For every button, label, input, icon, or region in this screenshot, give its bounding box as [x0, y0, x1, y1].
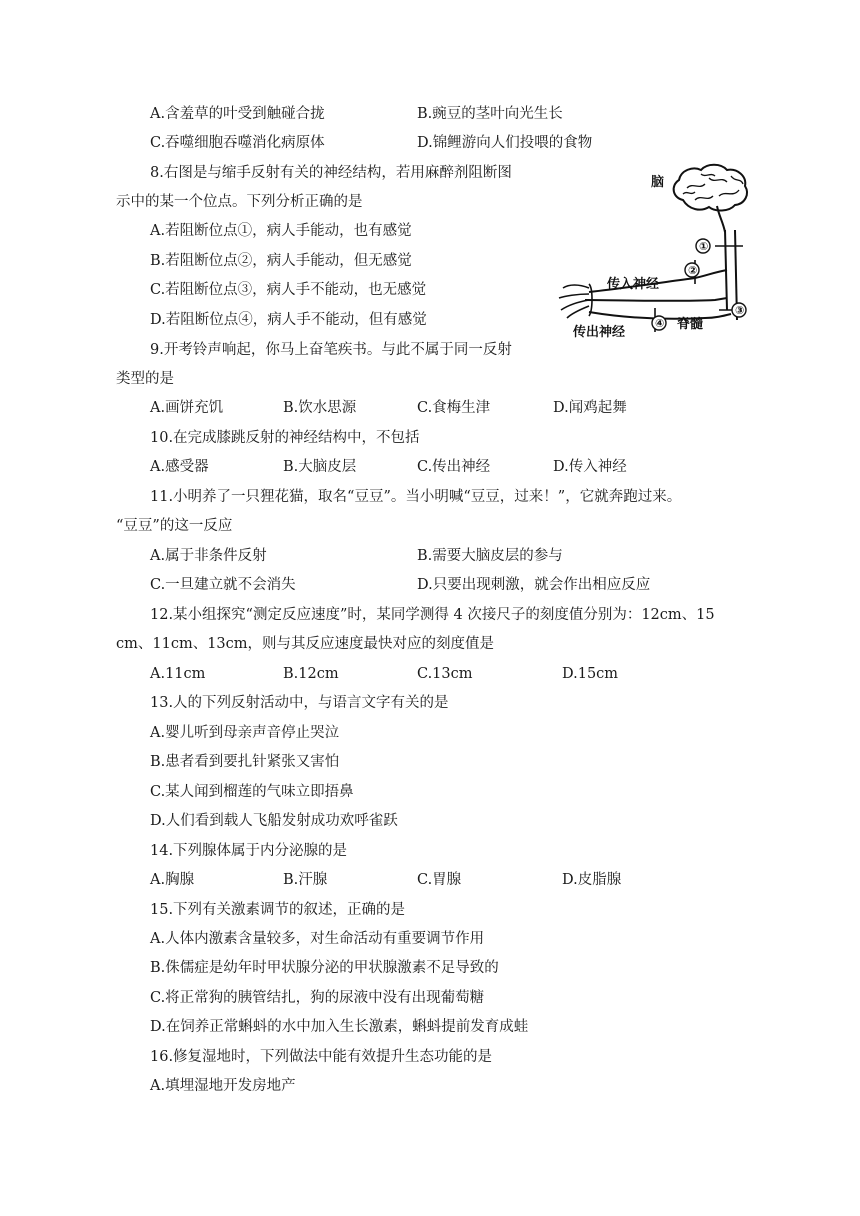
q15-option-a: A.人体内激素含量较多，对生命活动有重要调节作用 — [150, 931, 485, 947]
point-2-label: ② — [688, 264, 698, 277]
q14-option-b: B.汗腺 — [283, 872, 328, 888]
q15-option-c: C.将正常狗的胰管结扎，狗的尿液中没有出现葡萄糖 — [150, 990, 485, 1006]
q11-stem-line1: 11.小明养了一只狸花猫，取名“豆豆”。当小明喊“豆豆，过来！”，它就奔跑过来。 — [150, 489, 682, 505]
q8-option-d: D.若阻断位点④，病人手不能动，但有感觉 — [150, 312, 427, 328]
q11-option-b: B.需要大脑皮层的参与 — [417, 548, 563, 564]
q10-option-b: B.大脑皮层 — [283, 459, 357, 475]
q12-option-a: A.11cm — [150, 666, 206, 682]
q12-option-c: C.13cm — [417, 666, 473, 682]
q14-option-a: A.胸腺 — [150, 872, 195, 888]
q11-stem-line2: “豆豆”的这一反应 — [116, 518, 233, 534]
q8-stem-line2: 示中的某一个位点。下列分析正确的是 — [116, 194, 363, 210]
q14-option-d: D.皮脂腺 — [562, 872, 622, 888]
q8-stem-line1: 8.右图是与缩手反射有关的神经结构，若用麻醉剂阻断图 — [150, 165, 512, 181]
reflex-arc-figure — [555, 160, 750, 345]
q9-option-a: A.画饼充饥 — [150, 400, 224, 416]
arm-outline — [585, 298, 727, 301]
brain-icon — [674, 165, 747, 232]
brain-label: 脑 — [651, 175, 665, 190]
q14-stem: 14.下列腺体属于内分泌腺的是 — [150, 843, 348, 859]
afferent-label: 传入神经 — [607, 277, 660, 292]
q15-option-d: D.在饲养正常蝌蚪的水中加入生长激素，蝌蚪提前发育成蛙 — [150, 1019, 529, 1035]
q9-option-b: B.饮水思源 — [283, 400, 357, 416]
q11-option-a: A.属于非条件反射 — [150, 548, 267, 564]
q7-option-b: B.豌豆的茎叶向光生长 — [417, 106, 563, 122]
efferent-label: 传出神经 — [573, 325, 626, 340]
q13-option-d: D.人们看到载人飞船发射成功欢呼雀跃 — [150, 813, 398, 829]
q12-option-b: B.12cm — [283, 666, 339, 682]
point-4-label: ④ — [655, 317, 665, 330]
q8-option-c: C.若阻断位点③，病人手不能动，也无感觉 — [150, 282, 427, 298]
q10-stem: 10.在完成膝跳反射的神经结构中，不包括 — [150, 430, 420, 446]
reflex-arc-diagram — [555, 160, 750, 345]
q13-stem: 13.人的下列反射活动中，与语言文字有关的是 — [150, 695, 449, 711]
q10-option-a: A.感受器 — [150, 459, 209, 475]
q15-stem: 15.下列有关激素调节的叙述，正确的是 — [150, 902, 406, 918]
q13-option-c: C.某人闻到榴莲的气味立即捂鼻 — [150, 784, 354, 800]
q13-option-b: B.患者看到要扎针紧张又害怕 — [150, 754, 340, 770]
point-1-label: ① — [699, 240, 709, 253]
q15-option-b: B.侏儒症是幼年时甲状腺分泌的甲状腺激素不足导致的 — [150, 960, 499, 976]
point-3-label: ③ — [735, 304, 745, 317]
q16-stem: 16.修复湿地时，下列做法中能有效提升生态功能的是 — [150, 1049, 493, 1065]
q9-stem-line1: 9.开考铃声响起，你马上奋笔疾书。与此不属于同一反射 — [150, 342, 512, 358]
q9-option-c: C.食梅生津 — [417, 400, 491, 416]
q10-option-d: D.传入神经 — [553, 459, 627, 475]
q9-stem-line2: 类型的是 — [116, 371, 174, 387]
q9-option-d: D.闻鸡起舞 — [553, 400, 627, 416]
q11-option-d: D.只要出现刺激，就会作出相应反应 — [417, 577, 651, 593]
q12-stem-line1: 12.某小组探究“测定反应速度”时，某同学测得 4 次接尺子的刻度值分别为：12cm、15 — [150, 607, 715, 623]
q7-option-d: D.锦鲤游向人们投喂的食物 — [417, 135, 593, 151]
q7-option-a: A.含羞草的叶受到触碰合拢 — [150, 106, 325, 122]
q11-option-c: C.一旦建立就不会消失 — [150, 577, 296, 593]
q13-option-a: A.婴儿听到母亲声音停止哭泣 — [150, 725, 340, 741]
q7-option-c: C.吞噬细胞吞噬消化病原体 — [150, 135, 325, 151]
q8-option-a: A.若阻断位点①，病人手能动，也有感觉 — [150, 223, 412, 239]
q14-option-c: C.胃腺 — [417, 872, 462, 888]
q12-stem-line2: cm、11cm、13cm，则与其反应速度最快对应的刻度值是 — [116, 636, 495, 652]
spinal-cord-label: 脊髓 — [677, 317, 704, 332]
hand-icon — [559, 284, 592, 318]
q8-option-b: B.若阻断位点②，病人手能动，但无感觉 — [150, 253, 412, 269]
q16-option-a: A.填埋湿地开发房地产 — [150, 1078, 296, 1094]
q10-option-c: C.传出神经 — [417, 459, 491, 475]
q12-option-d: D.15cm — [562, 666, 619, 682]
